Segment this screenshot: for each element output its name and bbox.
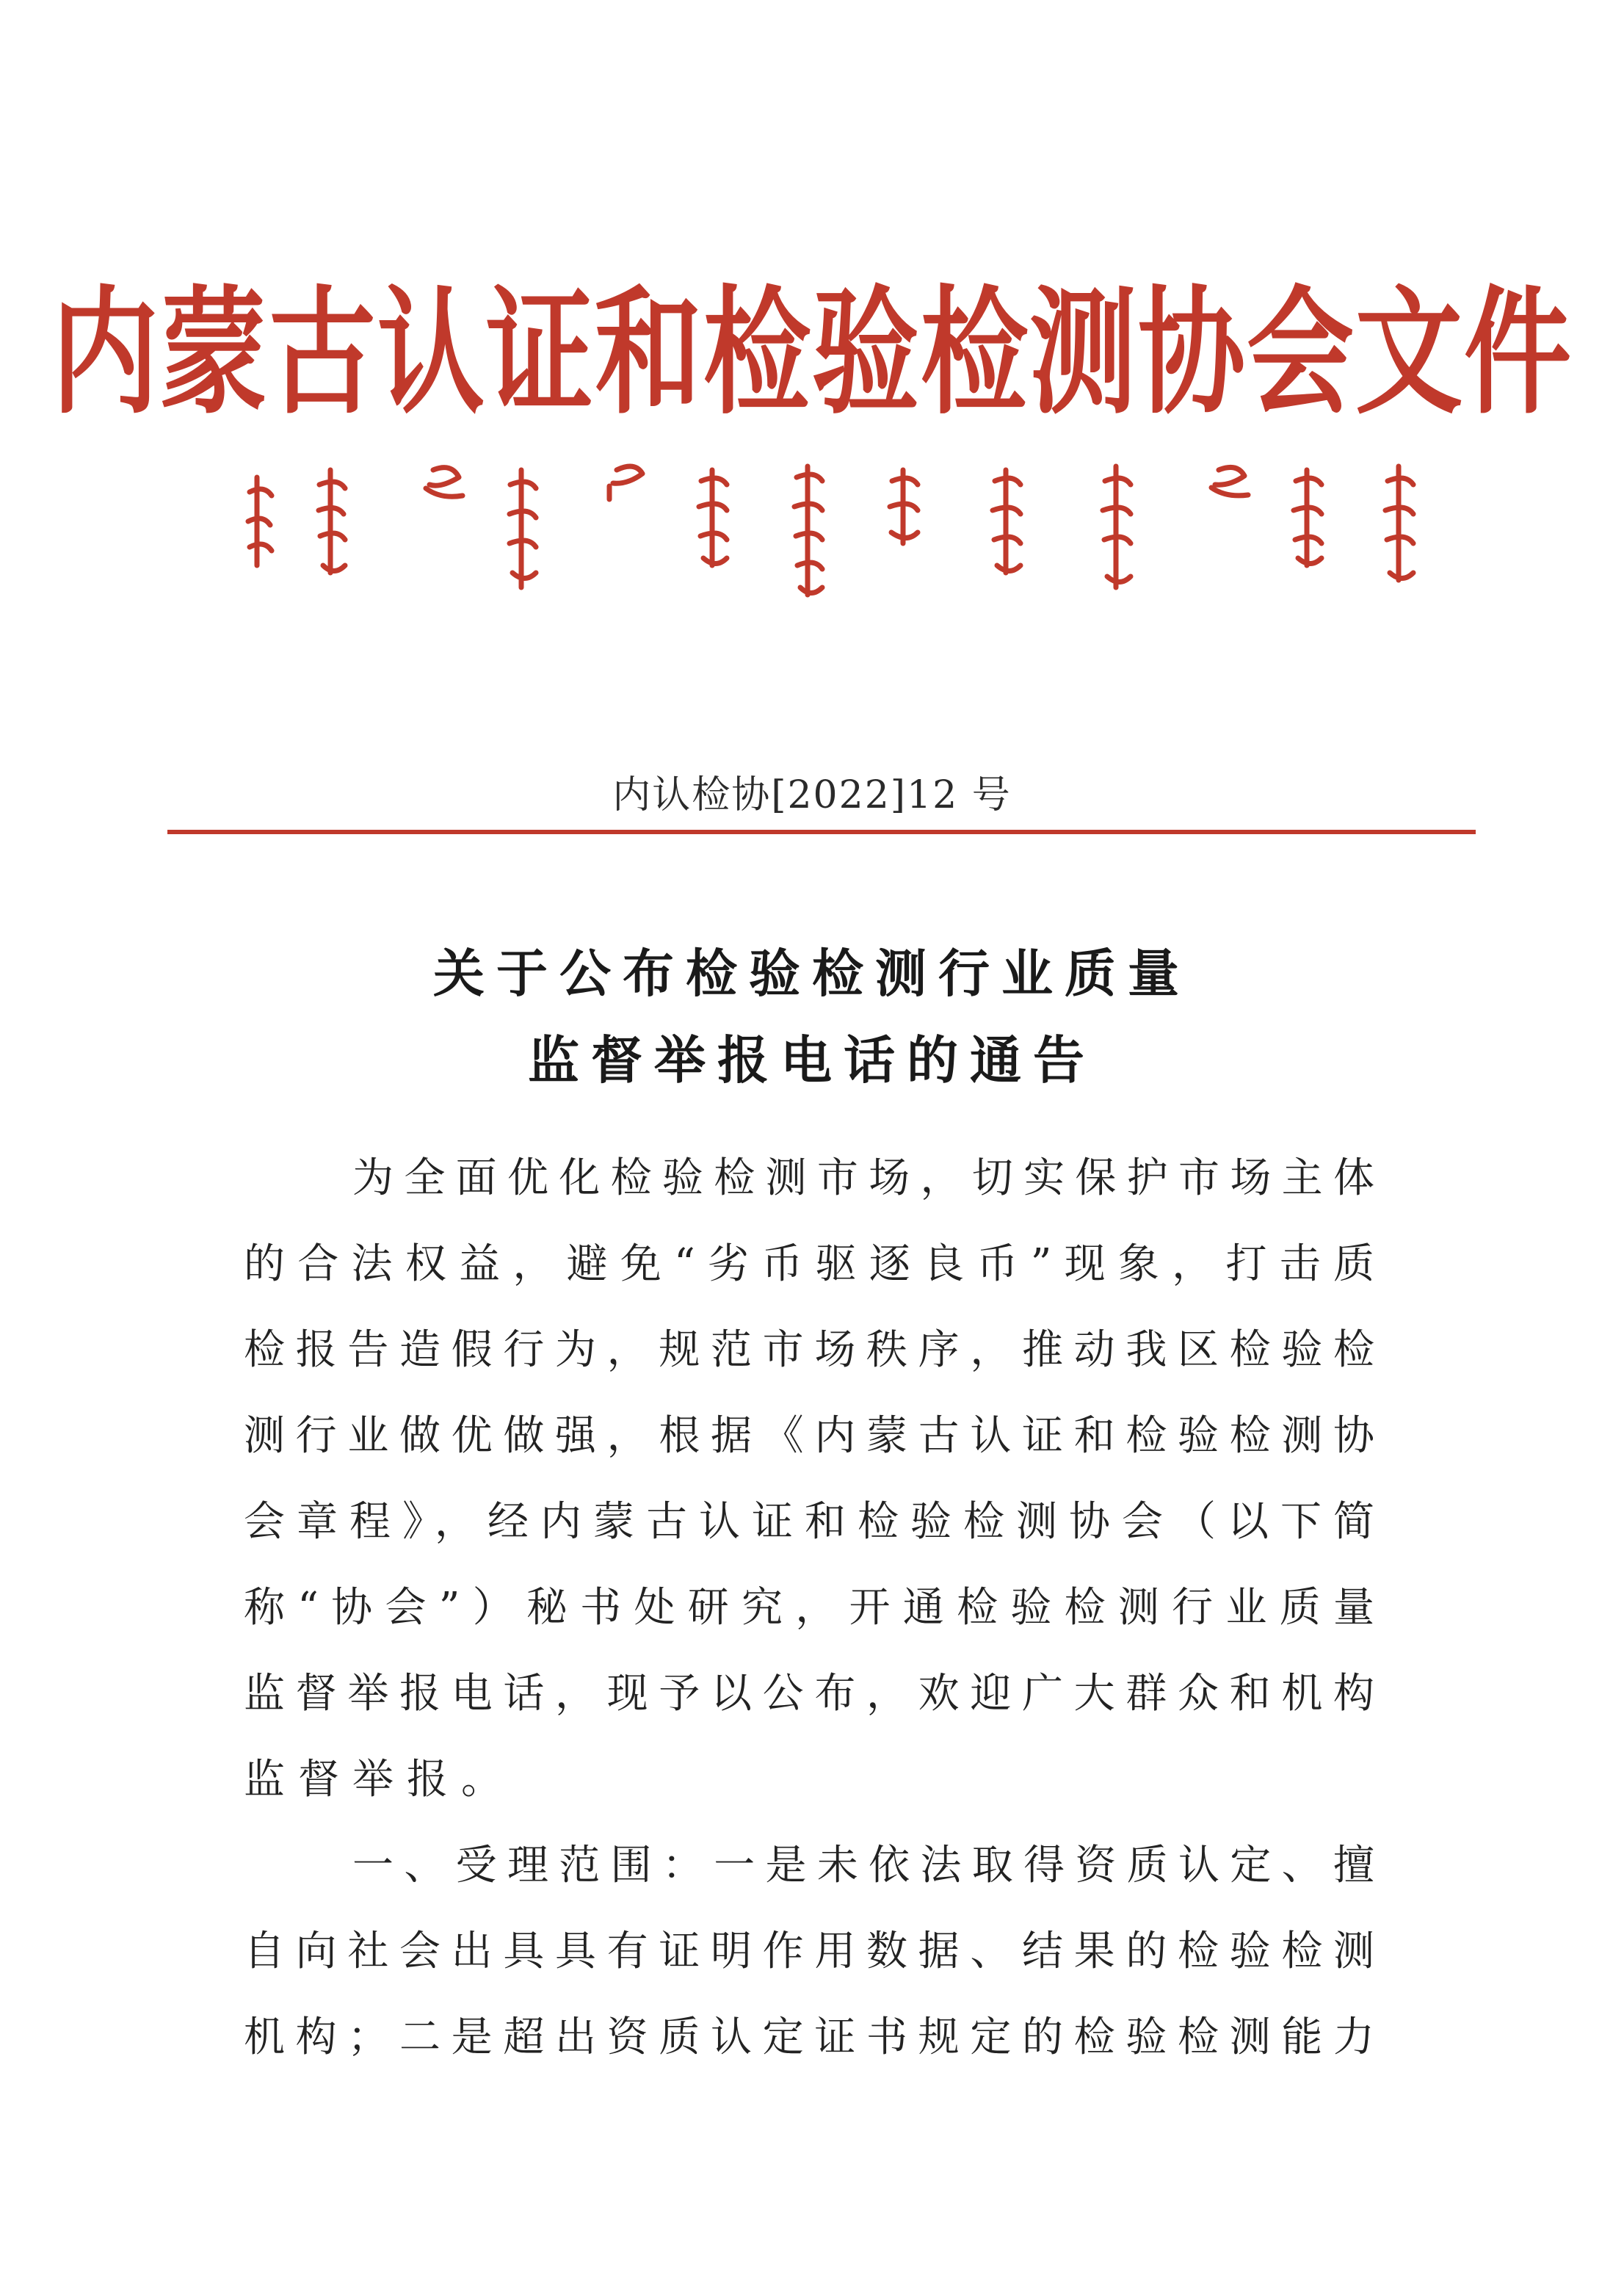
body-paragraph-line: 测行业做优做强，根据《内蒙古认证和检验检测协 (244, 1412, 1374, 1460)
organization-header-title: 内蒙古认证和检验检测协会文件 (51, 273, 1573, 433)
body-paragraph-line: 称“协会”）秘书处研究，开通检验检测行业质量 (244, 1584, 1374, 1632)
body-paragraph-line: 为全面优化检验检测市场，切实保护市场主体 (352, 1154, 1374, 1202)
body-paragraph-line: 会章程》，经内蒙古认证和检验检测协会（以下简 (244, 1498, 1374, 1546)
mongolian-word-11 (1211, 467, 1248, 495)
mongolian-word-5 (609, 466, 642, 499)
mongolian-word-2 (319, 470, 345, 573)
body-paragraph-line: 监督举报。 (244, 1756, 515, 1803)
mongolian-word-12 (1294, 470, 1322, 565)
mongolian-word-13 (1385, 466, 1413, 580)
mongolian-word-8 (890, 470, 918, 543)
body-paragraph-line: 一、受理范围：一是未依法取得资质认定、擅 (352, 1842, 1374, 1889)
notice-title-line-1: 关于公布检验检测行业质量 (433, 944, 1191, 1004)
notice-title-line-2: 监督举报电话的通告 (528, 1030, 1096, 1090)
mongolian-word-7 (794, 466, 822, 595)
body-paragraph-line: 监督举报电话，现予以公布，欢迎广大群众和机构 (244, 1670, 1374, 1718)
mongolian-script-header (242, 455, 1417, 602)
red-divider-line (167, 830, 1476, 834)
body-paragraph-line: 机构；二是超出资质认定证书规定的检验检测能力 (244, 2013, 1374, 2061)
body-paragraph-line: 检报告造假行为，规范市场秩序，推动我区检验检 (244, 1326, 1374, 1374)
mongolian-word-3 (426, 468, 463, 497)
mongolian-word-10 (1103, 466, 1131, 587)
mongolian-word-1 (248, 477, 272, 565)
mongolian-word-9 (993, 470, 1021, 573)
document-number: 内认检协[2022]12 号 (612, 773, 1012, 817)
mongolian-word-4 (510, 470, 536, 587)
mongolian-word-6 (699, 470, 727, 565)
body-paragraph-line: 的合法权益，避免“劣币驱逐良币”现象，打击质 (244, 1240, 1374, 1288)
body-paragraph-line: 自向社会出具具有证明作用数据、结果的检验检测 (244, 1928, 1374, 1975)
